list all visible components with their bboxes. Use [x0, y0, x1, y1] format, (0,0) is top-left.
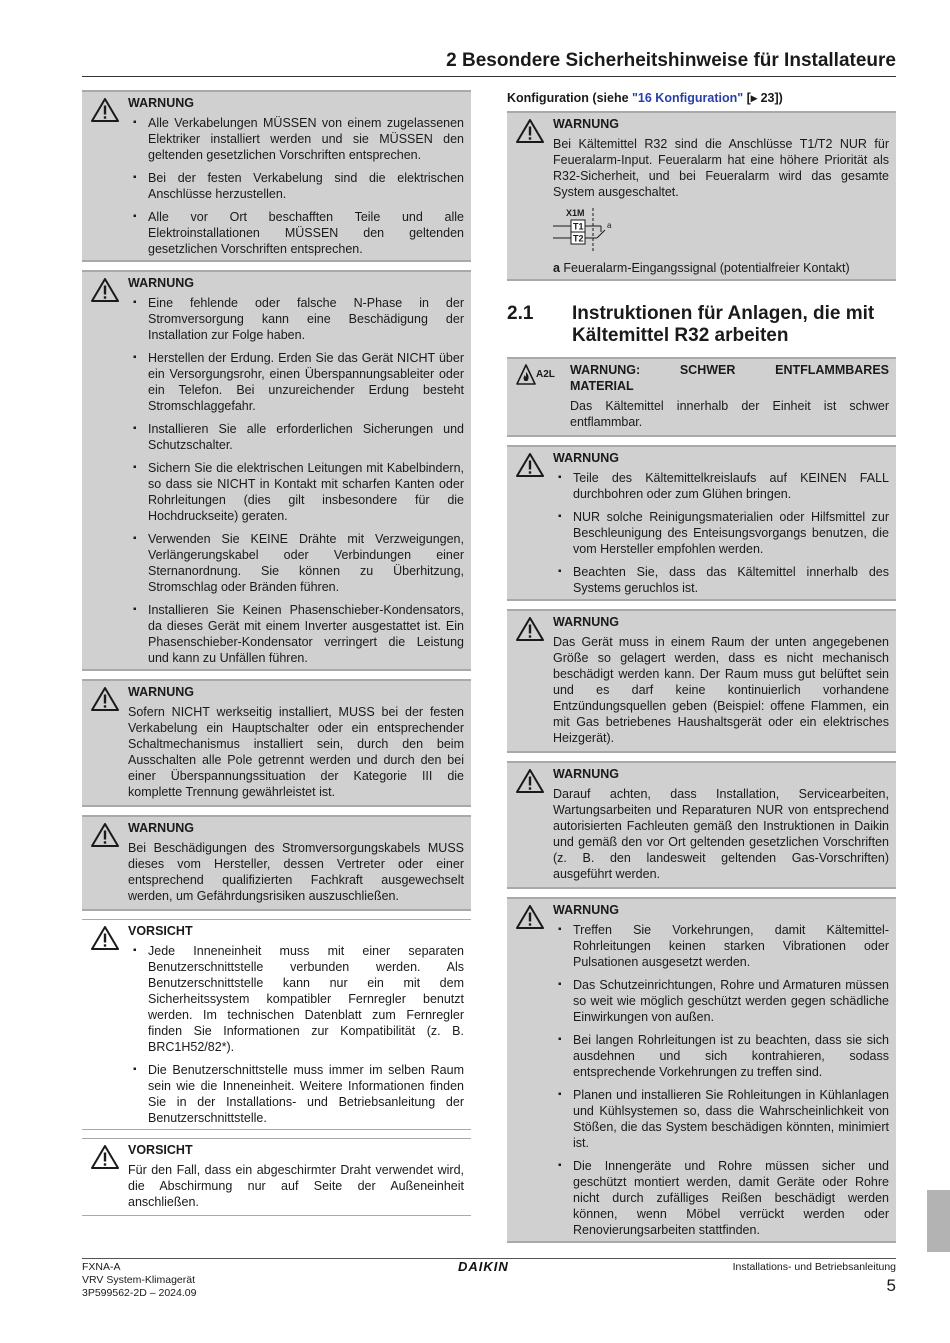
- terminal-t2: T2: [573, 233, 584, 244]
- diagram-marker: a: [607, 221, 612, 230]
- box-text: Das Kältemittel innerhalb der Einheit ist schwer entflammbar.: [570, 399, 889, 429]
- box-text: Bei Kältemittel R32 sind die Anschlüsse T1/T2 NUR für Feueralarm-Input. Feueralarm hat eine höhere Priorität als R32-Sicherheit, und bei Feueralarm wird das gesamte System ausgeschaltet.: [553, 137, 889, 199]
- list-item: ▪ Herstellen der Erdung. Erden Sie das Gerät NICHT über ein Versorgungsrohr, einen Überspannungsableiter oder ein Telefon. Bei unzureichender Erdung besteht Stromschlaggefahr.: [128, 350, 464, 414]
- list-item: ▪ Die Innengeräte und Rohre müssen sicher und geschützt montiert werden, damit Geräte oder Rohre nicht durch zufälliges Reißen beschädigt werden können, wenn Möbel verrückt werden oder Renovierungsarbeiten stattfinden.: [553, 1158, 889, 1238]
- box-heading: WARNUNG: [553, 903, 619, 917]
- list-item: ▪ NUR solche Reinigungsmaterialien oder Hilfsmittel zur Beschleunigung des Enteisungsvorgangs benutzen, die vom Hersteller empfohlen werden.: [553, 509, 889, 557]
- terminal-label: X1M: [566, 208, 585, 218]
- left-column: [82, 90, 471, 1224]
- page-arrow-icon: ▸: [750, 91, 758, 105]
- box-text: Das Gerät muss in einem Raum der unten angegebenen Größe so gelagert werden, dass es nicht mechanisch beschädigt werden kann. Der Raum muss gut belüftet sein und es darf keine kontinuierlich vorhandene Entzündungsquellen geben (Beispiel: offene Flammen, ein mit Gas betriebenes Haushaltsgerät oder ein elektrisches Heizgerät).: [553, 635, 889, 745]
- footer-model: FXNA-A: [82, 1261, 121, 1273]
- box-heading: VORSICHT: [128, 924, 193, 938]
- box-heading: [570, 362, 889, 378]
- box-heading: WARNUNG: [128, 821, 194, 835]
- configuration-reference: [507, 90, 896, 106]
- box-text: Für den Fall, dass ein abgeschirmter Draht verwendet wird, die Abschirmung nur auf Seite der Außeneinheit anschließen.: [128, 1163, 464, 1209]
- box-heading: WARNUNG: [128, 276, 194, 290]
- box-text: Sofern NICHT werkseitig installiert, MUSS bei der festen Verkabelung ein Hauptschalter oder ein entsprechender Schaltmechanismus installiert sein, durch den beim Ausschalten alle Pole getrennt werden und durch den bei einer Überspannungssituation der Kategorie III die komplette Trennung gewährleistet ist.: [128, 705, 464, 799]
- caution-box: [82, 919, 471, 1130]
- section-heading: [507, 303, 896, 347]
- list-item: ▪ Verwenden Sie KEINE Drähte mit Verzweigungen, Verlängerungskabel oder Verbindungen einer Sternanordnung. Sie können zu Überhitzung, Stromschlag oder Bränden führen.: [128, 531, 464, 595]
- list-item: ▪ Installieren Sie alle erforderlichen Sicherungen und Schutzschalter.: [128, 421, 464, 453]
- configuration-page: 23]): [757, 91, 783, 105]
- footer-left: [82, 1261, 196, 1300]
- caption-letter: a: [553, 261, 560, 275]
- list-item: ▪ Planen und installieren Sie Rohleitungen in Kühlanlagen und Kühlsystemen so, dass die Wahrscheinlichkeit von Stößen, die das System beschädigen könnten, minimiert ist.: [553, 1087, 889, 1151]
- warning-icon: [516, 452, 544, 477]
- caution-icon: [91, 1144, 119, 1169]
- caution-icon: [91, 925, 119, 950]
- warning-icon: [516, 768, 544, 793]
- heading-word: WARNUNG:: [570, 363, 641, 377]
- warning-icon: [91, 686, 119, 711]
- list-item: ▪ Die Benutzerschnittstelle muss immer im selben Raum sein wie die Inneneinheit. Weitere Informationen finden Sie in der Installations- und Betriebsanleitung der Benutzerschnittstelle.: [128, 1062, 464, 1126]
- warning-box: [507, 897, 896, 1243]
- footer-doc-id: 3P599562-2D – 2024.09: [82, 1287, 197, 1299]
- warning-box: [82, 90, 471, 262]
- box-heading: WARNUNG: [553, 451, 619, 465]
- warning-box: [507, 111, 896, 281]
- heading-word: SCHWER: [679, 363, 736, 377]
- heading-word: ENTFLAMMBARES: [775, 363, 889, 377]
- box-heading: WARNUNG: [553, 767, 619, 781]
- title-rule: [82, 76, 896, 77]
- page-number: 5: [886, 1276, 896, 1295]
- footer-product: VRV System-Klimagerät: [82, 1274, 196, 1286]
- list-item: ▪ Bei der festen Verkabelung sind die elektrischen Anschlüsse herzustellen.: [128, 170, 464, 202]
- list-item: ▪ Alle vor Ort beschafften Teile und alle Elektroinstallationen MÜSSEN den geltenden gesetzlichen Vorschriften entsprechen.: [128, 209, 464, 257]
- list-item: ▪ Installieren Sie Keinen Phasenschieber-Kondensators, da dieses Gerät mit einem Inverter ausgestattet ist. Ein Phasenschieber-Kondensator verringert die Leistung und kann zu Unfällen führen.: [128, 602, 464, 666]
- configuration-link[interactable]: "16 Konfiguration": [632, 91, 744, 105]
- section-number: 2.1: [507, 303, 534, 324]
- footer-manual: Installations- und Betriebsanleitung: [732, 1261, 896, 1273]
- caution-box: [82, 1138, 471, 1216]
- list-item: ▪ Teile des Kältemittelkreislaufs auf KEINEN FALL durchbohren oder zum Glühen bringen.: [553, 470, 889, 502]
- right-column: [507, 90, 896, 1251]
- box-text: Bei Beschädigungen des Stromversorgungskabels MUSS dieses vom Hersteller, dessen Vertreter oder einer entsprechend qualifizierten Fachkraft ausgewechselt werden, um Gefährdungsrisiken auszuschließen.: [128, 841, 464, 903]
- box-heading: WARNUNG: [128, 96, 194, 110]
- flammable-warning-box: [507, 357, 896, 437]
- box-heading: WARNUNG: [553, 615, 619, 629]
- warning-icon: [516, 904, 544, 929]
- configuration-prefix: Konfiguration (siehe: [507, 91, 632, 105]
- configuration-suffix: [: [743, 91, 751, 105]
- bullet-list: [128, 115, 464, 257]
- box-text: Darauf achten, dass Installation, Servicearbeiten, Wartungsarbeiten und Reparaturen NUR von entsprechend autorisierten Fachleuten gemäß den Instruktionen in Daikin und gemäß den vor Ort geltenden gesetzlichen Vorschriften (z. B. den landesweit geltenden Gas-Vorschriften) ausgeführt werden.: [553, 787, 889, 881]
- list-item: ▪ Bei langen Rohrleitungen ist zu beachten, dass sie sich ausdehnen und sich kontrahieren, sodass entsprechende Vorkehrungen zu treffen sind.: [553, 1032, 889, 1080]
- daikin-logo: DAIKIN: [458, 1259, 509, 1274]
- side-tab: [927, 1190, 950, 1252]
- list-item: ▪ Das Schutzeinrichtungen, Rohre und Armaturen müssen so weit wie möglich geschützt werden gegen schädliche Einwirkungen von außen.: [553, 977, 889, 1025]
- bullet-list: [128, 943, 464, 1126]
- warning-box: [507, 609, 896, 753]
- warning-icon: [516, 118, 544, 143]
- caption-text: Feueralarm-Eingangssignal (potentialfreier Kontakt): [559, 261, 850, 275]
- diagram-caption: [553, 260, 889, 276]
- list-item: ▪ Treffen Sie Vorkehrungen, damit Kältemittel-Rohrleitungen keinen starken Vibrationen oder Pulsationen ausgesetzt werden.: [553, 922, 889, 970]
- terminal-diagram: [553, 206, 633, 254]
- warning-icon: [91, 277, 119, 302]
- warning-box: [82, 815, 471, 911]
- flammable-icon: [516, 364, 536, 386]
- warning-box: [507, 445, 896, 601]
- list-item: ▪ Beachten Sie, dass das Kältemittel innerhalb des Systems geruchlos ist.: [553, 564, 889, 596]
- bullet-list: [553, 470, 889, 596]
- warning-icon: [91, 97, 119, 122]
- warning-box: [82, 679, 471, 807]
- list-item: ▪ Alle Verkabelungen MÜSSEN von einem zugelassenen Elektriker installiert werden und sie MÜSSEN den geltenden gesetzlichen Vorschriften entsprechen.: [128, 115, 464, 163]
- terminal-t1: T1: [573, 221, 584, 232]
- a2l-label: A2L: [536, 369, 555, 380]
- warning-icon: [516, 616, 544, 641]
- box-heading: WARNUNG: [553, 117, 619, 131]
- list-item: ▪ Sichern Sie die elektrischen Leitungen mit Kabelbindern, so dass sie NICHT in Kontakt mit scharfen Kanten oder Rohrleitungen (dies gilt insbesondere für die Hochdruckseite) geraten.: [128, 460, 464, 524]
- box-heading: VORSICHT: [128, 1143, 193, 1157]
- page-title: 2 Besondere Sicherheitshinweise für Installateure: [446, 50, 896, 71]
- box-heading-line2: MATERIAL: [570, 379, 634, 393]
- section-title: Instruktionen für Anlagen, die mit Kältemittel R32 arbeiten: [572, 303, 875, 346]
- warning-box: [507, 761, 896, 889]
- list-item: ▪ Eine fehlende oder falsche N-Phase in der Stromversorgung kann eine Beschädigung der Installation zur Folge haben.: [128, 295, 464, 343]
- bullet-list: [553, 922, 889, 1238]
- box-heading: WARNUNG: [128, 685, 194, 699]
- bullet-list: [128, 295, 464, 666]
- list-item: ▪ Jede Inneneinheit muss mit einer separaten Benutzerschnittstelle verbunden werden. Als Benutzerschnittstelle kann nur ein mit dem Sicherheitssystem kompatibler Fernregler benutzt werden. Im technischen Datenblatt zum Fernregler finden Sie Informationen zur Kompatibilität (z. B. BRC1H52/82*).: [128, 943, 464, 1055]
- wiring-diagram: [553, 206, 889, 254]
- warning-box: [82, 270, 471, 671]
- warning-icon: [91, 822, 119, 847]
